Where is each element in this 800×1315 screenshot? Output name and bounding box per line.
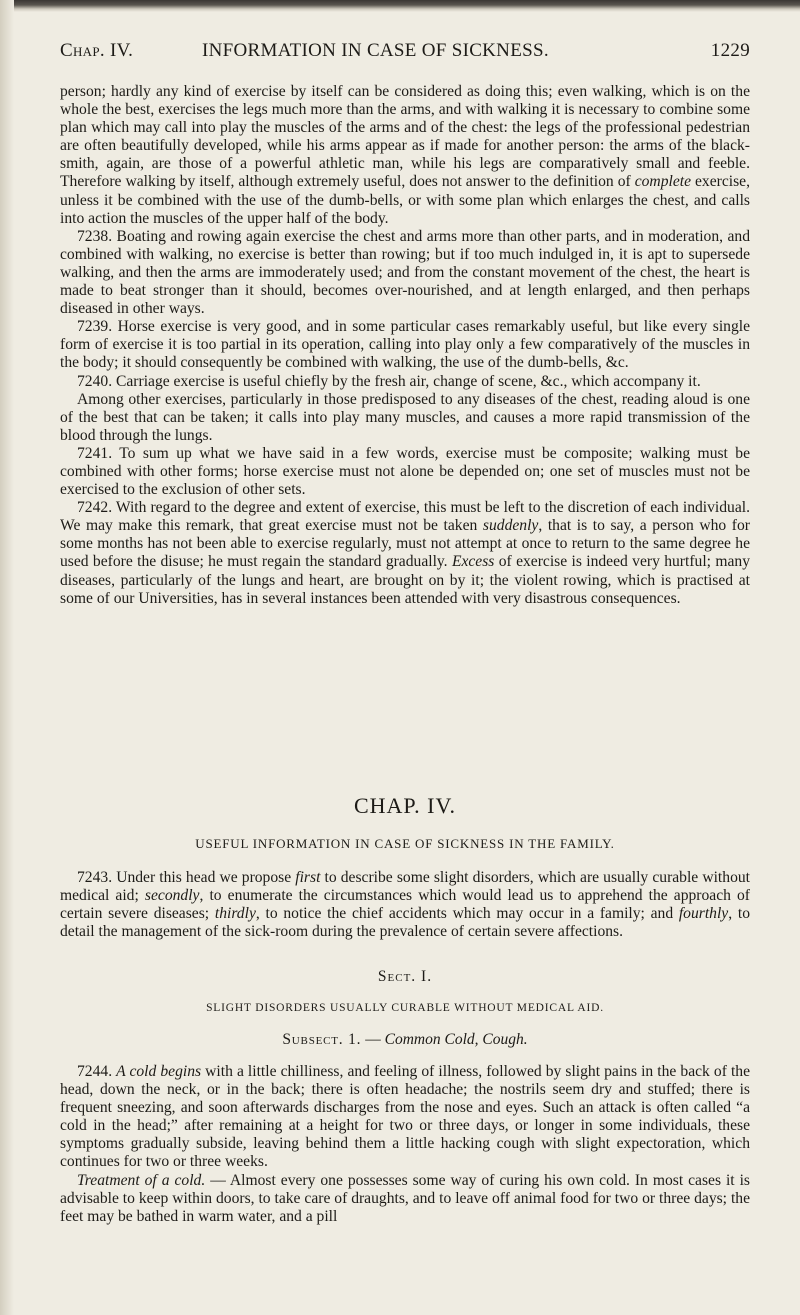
text-block-introduction	[60, 869, 750, 941]
text-run: , to detail the management of the sick-room during the prevalence of certain severe affections.	[60, 905, 750, 941]
text-run: , to enumerate the circumstances which would lead us to apprehend the approach of certain severe diseases;	[60, 887, 750, 923]
text-run: of exercise is indeed very hurtful; many diseases, particularly of the lungs and heart, are brought on by it; the violent rowing, which is practised at some of our Universities, has in several instances been attended with very disastrous consequences.	[60, 553, 750, 607]
section-subtitle: SLIGHT DISORDERS USUALLY CURABLE WITHOUT MEDICAL AID.	[206, 1002, 604, 1014]
chapter-subtitle: USEFUL INFORMATION IN CASE OF SICKNESS IN THE FAMILY.	[195, 836, 615, 851]
text-run: 7241. To sum up what we have said in a few words, exercise must be composite; walking must be combined with other forms; horse exercise must not alone be depended on; one set of muscles must not be exercised to the exclusion of other sets.	[60, 444, 750, 499]
chapter-heading: CHAP. IV.	[353, 793, 457, 818]
subsection-dash: —	[361, 1031, 385, 1048]
page-number: 1229	[710, 40, 750, 61]
section-heading: Sect. I.	[377, 968, 433, 985]
text-run: to describe some slight disorders, which are usually curable without medical aid;	[60, 869, 750, 905]
italic-run: A cold begins	[116, 1063, 202, 1080]
paragraph	[60, 83, 750, 228]
text-run: , that is to say, a person who for some months has not been able to exercise regularly, must not attempt at once to return to the same degree he used before the disuse; he must regain the standard gradually.	[60, 517, 750, 571]
paragraph-7243	[60, 869, 750, 941]
paragraph-7241	[60, 445, 750, 499]
text-run: — Almost every one possesses some way of curing his own cold. In most cases it is advisable to keep within doors, to take care of draughts, and to leave off animal food for two or three days; the feet may be bathed in warm water, and a pill	[60, 1171, 751, 1225]
italic-run: first	[295, 869, 321, 886]
italic-run: Treatment of a cold.	[77, 1171, 206, 1189]
text-block-exercise	[60, 83, 750, 608]
subsection-title: Common Cold, Cough.	[384, 1031, 528, 1048]
paragraph-treatment	[60, 1172, 750, 1226]
subsection-heading	[60, 1031, 750, 1049]
italic-run: Excess	[451, 553, 495, 571]
page-left-edge	[0, 0, 14, 1315]
running-header	[60, 40, 750, 66]
subsection-label: Subsect. 1.	[282, 1031, 362, 1048]
header-chapter: Chap. IV.	[60, 40, 134, 61]
text-run: 7244.	[77, 1063, 117, 1080]
text-run: 7243. Under this head we propose	[77, 869, 296, 886]
text-run: 7238. Boating and rowing again exercise the chest and arms more than other parts, and in moderation, and combined with walking, no exercise is better than rowing; but if too much indulged in, it is apt to supersede walking, and then the arms are immoderately used; and from the constant movement of the chest, the heart is made to beat stronger than it should, becomes over-nourished, and at length enlarged, and then perhaps diseased in other ways.	[60, 227, 750, 318]
italic-run: thirdly	[214, 905, 256, 923]
text-run: 7242. With regard to the degree and extent of exercise, this must be left to the discretion of each individual. We may make this remark, that great exercise must not be taken	[60, 499, 750, 535]
paragraph-7240	[60, 373, 750, 391]
page-top-edge	[0, 0, 800, 12]
text-run: exercise, unless it be combined with the use of the dumb-bells, or with some plan which enlarges the chest, and calls into action the muscles of the upper half of the body.	[60, 173, 750, 227]
text-run: Among other exercises, particularly in those predisposed to any diseases of the chest, reading aloud is one of the best that can be taken; it calls into play many muscles, and causes a more rapid transmission of the blood through the lungs.	[60, 390, 750, 444]
italic-run: secondly	[144, 887, 200, 905]
text-run: person; hardly any kind of exercise by itself can be considered as doing this; even walking, which is on the whole the best, exercises the legs much more than the arms, and with walking it is necessary to combine some plan which may call into play the muscles of the arms and of the chest: the legs of the professional pedestrian are often beautifully developed, while his arms appear as if made for another person: the arms of the black-smith, again, are those of a powerful athletic man, while his legs are comparatively small and feeble. Therefore walking by itself, although extremely useful, does not answer to the definition of	[60, 83, 750, 191]
paragraph-7244	[60, 1063, 750, 1172]
paragraph-reading-aloud	[60, 391, 750, 445]
paragraph-7239	[60, 318, 750, 372]
text-run: with a little chilliness, and feeling of illness, followed by slight pains in the back of the head, down the neck, or in the back; there is often headache; the nostrils seem dry and stuffed; there is frequent sneezing, and soon afterwards discharges from the nose and eyes. Such an attack is often called “a cold in the head;” after remaining at a height for two or three days, or longer in some individuals, these symptoms gradually subside, leaving behind them a little hacking cough with slight expectoration, which continues for two or three weeks.	[60, 1063, 751, 1171]
italic-run: suddenly	[482, 517, 539, 535]
text-run: 7239. Horse exercise is very good, and in some particular cases remarkably useful, but like every single form of exercise it is too partial in its operation, calling into play only a few comparatively of the muscles in the body; it should consequently be combined with walking, the use of the dumb-bells, &c.	[60, 318, 750, 372]
text-run: 7240. Carriage exercise is useful chiefly by the fresh air, change of scene, &c., which accompany it.	[77, 372, 701, 390]
italic-run: complete	[634, 173, 692, 191]
paragraph-7238	[60, 228, 750, 318]
paragraph-7242	[60, 499, 750, 608]
header-title: INFORMATION IN CASE OF SICKNESS.	[202, 40, 549, 61]
text-block-common-cold	[60, 1063, 750, 1226]
text-run: , to notice the chief accidents which may occur in a family; and	[255, 905, 679, 923]
italic-run: fourthly	[678, 905, 729, 923]
